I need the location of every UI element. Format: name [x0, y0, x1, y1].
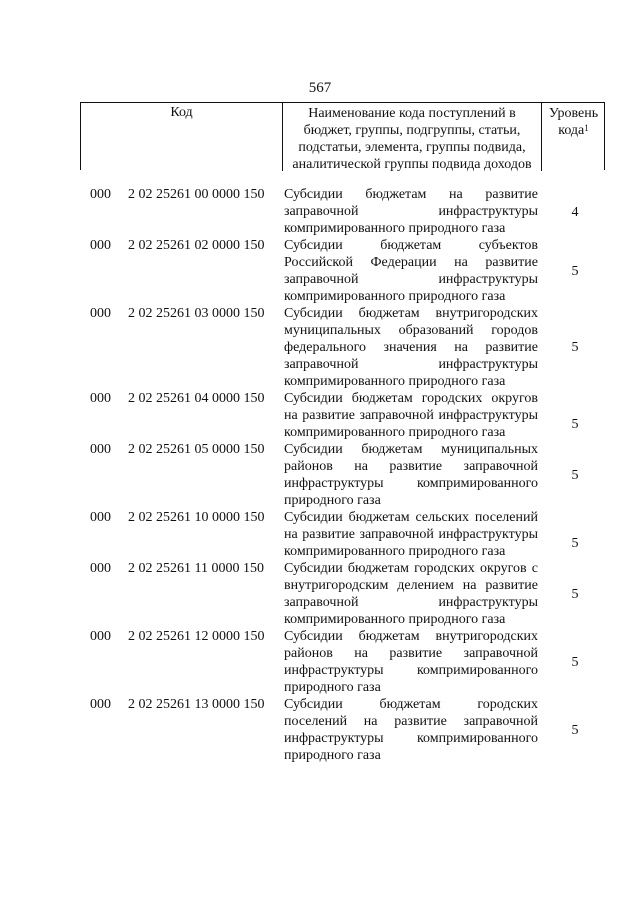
income-name: Субсидии бюджетам городских округов с внутригородским делением на развитие заправочной инфраструктуры компримированного природного газа	[284, 561, 538, 627]
table-row	[0, 509, 640, 560]
income-code: 2 02 25261 04 0000 150	[128, 391, 265, 406]
admin-code: 000	[90, 238, 111, 253]
code-level: 5	[571, 655, 579, 670]
income-name: Субсидии бюджетам внутригородских районов на развитие заправочной инфраструктуры компримированного природного газа	[284, 629, 538, 695]
code-level: 5	[571, 468, 579, 483]
admin-code: 000	[90, 510, 111, 525]
admin-code: 000	[90, 561, 111, 576]
code-level: 5	[571, 723, 579, 738]
table-row	[0, 441, 640, 509]
admin-code: 000	[90, 391, 111, 406]
income-code: 2 02 25261 03 0000 150	[128, 306, 265, 321]
income-name: Субсидии бюджетам на развитие заправочной инфраструктуры компримированного природного газа	[284, 187, 538, 236]
table-row	[0, 186, 640, 237]
income-code: 2 02 25261 00 0000 150	[128, 187, 265, 202]
income-code: 2 02 25261 10 0000 150	[128, 510, 265, 525]
code-level: 4	[571, 205, 579, 220]
income-code: 2 02 25261 12 0000 150	[128, 629, 265, 644]
income-name: Субсидии бюджетам субъектов Российской Федерации на развитие заправочной инфраструктуры компримированного природного газа	[284, 238, 538, 304]
table-row	[0, 696, 640, 764]
table-row	[0, 628, 640, 696]
income-name: Субсидии бюджетам муниципальных районов на развитие заправочной инфраструктуры компримированного природного газа	[284, 442, 538, 508]
table-row	[0, 390, 640, 441]
code-level: 5	[571, 536, 579, 551]
page-number: 567	[308, 80, 332, 96]
footnote-marker: 1	[584, 123, 589, 133]
admin-code: 000	[90, 187, 111, 202]
income-name: Субсидии бюджетам городских поселений на развитие заправочной инфраструктуры компримированного природного газа	[284, 697, 538, 763]
header-level-label: Уровень кода	[548, 106, 599, 138]
income-code: 2 02 25261 11 0000 150	[128, 561, 264, 576]
table-row	[0, 237, 640, 305]
admin-code: 000	[90, 306, 111, 321]
income-code: 2 02 25261 13 0000 150	[128, 697, 265, 712]
header-name: Наименование кода поступлений в бюджет, группы, подгруппы, статьи, подстатьи, элемента, группы подвида, аналитической группы подвида доходов	[283, 103, 542, 171]
table-row	[0, 305, 640, 390]
admin-code: 000	[90, 442, 111, 457]
code-level: 5	[571, 587, 579, 602]
header-level	[542, 103, 605, 171]
table-header	[80, 102, 605, 170]
table-body	[0, 186, 640, 764]
code-level: 5	[571, 340, 579, 355]
income-name: Субсидии бюджетам сельских поселений на развитие заправочной инфраструктуры компримированного природного газа	[284, 510, 538, 559]
code-level: 5	[571, 264, 579, 279]
admin-code: 000	[90, 629, 111, 644]
income-code: 2 02 25261 05 0000 150	[128, 442, 265, 457]
code-level: 5	[571, 417, 579, 432]
table-row	[0, 560, 640, 628]
header-code: Код	[81, 103, 283, 171]
income-name: Субсидии бюджетам внутригородских муниципальных образований городов федерального значения на развитие заправочной инфраструктуры компримированного природного газа	[284, 306, 538, 389]
income-name: Субсидии бюджетам городских округов на развитие заправочной инфраструктуры компримированного природного газа	[284, 391, 538, 440]
admin-code: 000	[90, 697, 111, 712]
income-code: 2 02 25261 02 0000 150	[128, 238, 265, 253]
